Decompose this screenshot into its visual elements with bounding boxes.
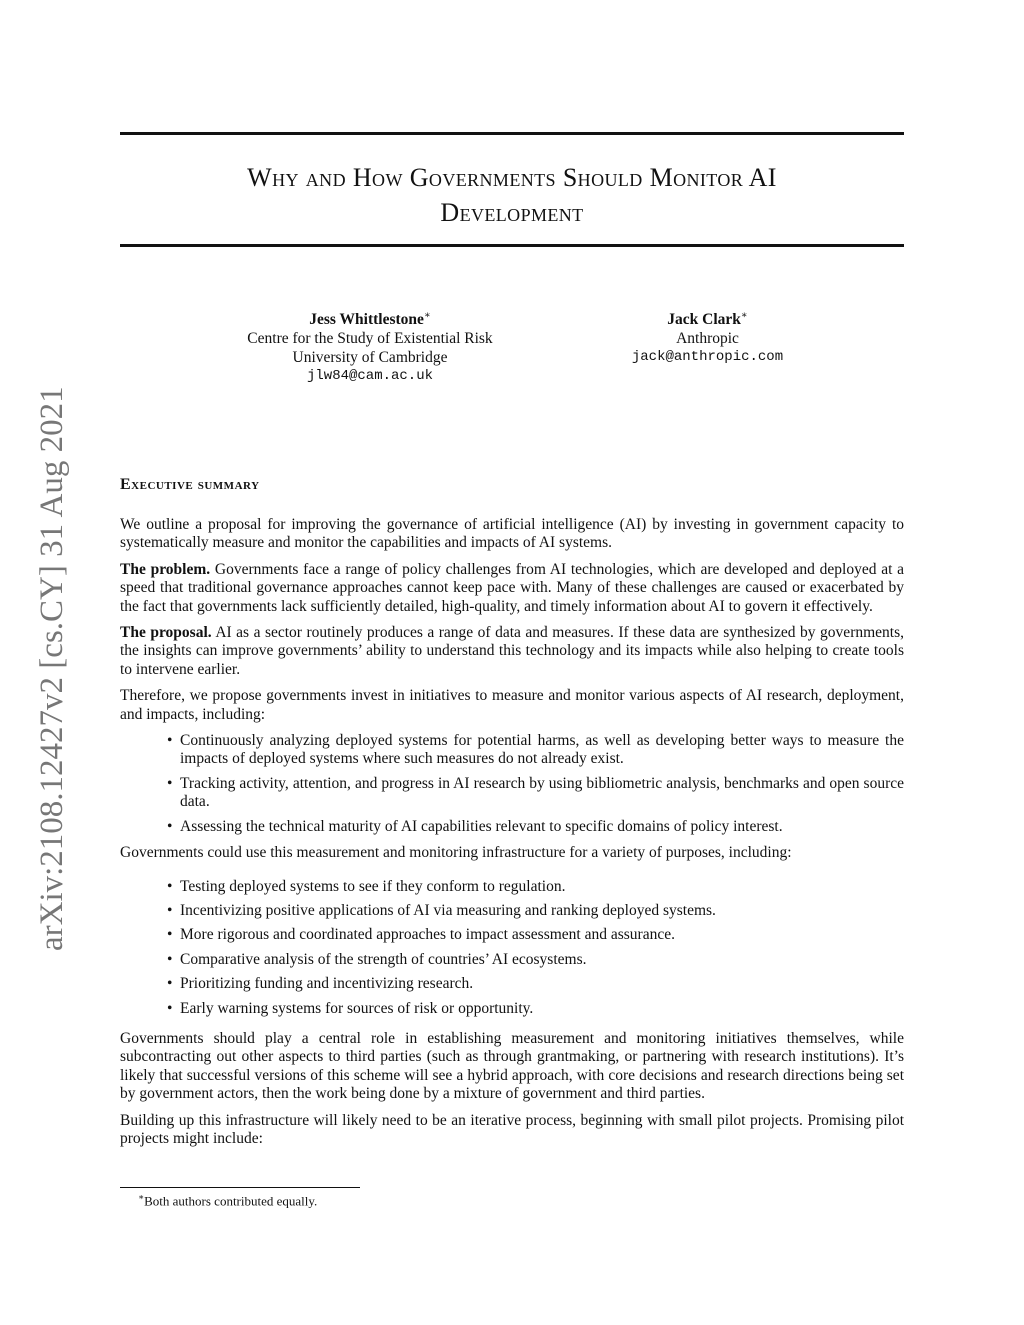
problem-label: The problem. [120,560,211,578]
footnote-text: Both authors contributed equally. [144,1193,318,1209]
section-heading: Executive summary [120,476,260,493]
measure-list [120,732,904,836]
author-email: jack@anthropic.com [631,349,784,366]
purposes-paragraph: Governments could use this measurement and monitoring infrastructure for a variety of purposes, including: [120,844,792,862]
purpose-list [120,878,904,1018]
proposal-label: The proposal. [120,624,212,642]
author-footnote-mark: ∗ [740,310,748,321]
author-name: Jess Whittlestone [309,311,424,329]
arxiv-stamp: arXiv:2108.12427v2 [cs.CY] 31 Aug 2021 [34,386,70,951]
problem-text: Governments face a range of policy challenges from AI technologies, which are developed and deployed at a speed that traditional governance approaches cannot keep pace with. Many of these challenges are caused or exacerbated by the fact that governments lack sufficiently detailed, high-quality, and timely information about AI to govern it effectively. [120,560,905,615]
author-footnote-mark: ∗ [423,310,431,321]
footnote [138,1192,317,1209]
proposal-paragraph [120,624,904,679]
footnote-mark: ∗ [138,1192,145,1202]
paper-title [120,160,904,230]
building-paragraph: Building up this infrastructure will likely need to be an iterative process, beginning with small pilot projects. Promising pilot projects might include: [120,1111,904,1147]
problem-paragraph [120,561,904,616]
title-top-rule [120,132,904,135]
list-item: • Tracking activity, attention, and progress in AI research by using bibliometric analysis, benchmarks and open source data. [180,775,904,812]
footnote-rule [120,1187,360,1188]
intro-paragraph: We outline a proposal for improving the governance of artificial intelligence (AI) by investing in government capacity to systematically measure and monitor the capabilities and impacts of AI systems. [120,516,904,552]
author-affiliation: University of Cambridge [292,349,448,367]
author-block-whittlestone [220,306,520,386]
author-affiliation: Centre for the Study of Existential Risk [247,330,493,348]
author-block-clark [580,306,835,367]
list-item: • Early warning systems for sources of risk or opportunity. [180,1000,904,1018]
author-name: Jack Clark [667,311,741,329]
list-item: • Assessing the technical maturity of AI capabilities relevant to specific domains of policy interest. [180,818,904,836]
author-affiliation: Anthropic [676,330,739,348]
therefore-paragraph: Therefore, we propose governments invest in initiatives to measure and monitor various aspects of AI research, deployment, and impacts, including: [120,687,904,723]
title-line-1: Why and How Governments Should Monitor AI [247,163,777,192]
title-bottom-rule [120,244,904,247]
list-item: • Testing deployed systems to see if they conform to regulation. [180,878,904,896]
proposal-text: AI as a sector routinely produces a range of data and measures. If these data are synthesized by governments, the insights can improve governments’ ability to understand this technology and its impacts while also helping to create tools to intervene earlier. [120,624,904,678]
list-item: • Comparative analysis of the strength of countries’ AI ecosystems. [180,951,904,969]
author-email: jlw84@cam.ac.uk [306,368,434,385]
title-line-2: Development [440,198,584,227]
list-item: • Continuously analyzing deployed systems for potential harms, as well as developing better ways to measure the impacts of deployed systems where such measures do not already exist. [180,732,904,769]
list-item: • More rigorous and coordinated approaches to impact assessment and assurance. [180,926,904,944]
central-role-paragraph: Governments should play a central role in establishing measurement and monitoring initiatives themselves, while subcontracting out other aspects to third parties (such as through grantmaking, or partnering with research institutions). It’s likely that successful versions of this scheme will see a hybrid approach, with core decisions and research directions being set by government actors, then the work being done by a mixture of government and third parties. [120,1029,904,1103]
body-text [120,516,904,1156]
list-item: • Prioritizing funding and incentivizing research. [180,975,904,993]
list-item: • Incentivizing positive applications of AI via measuring and ranking deployed systems. [180,902,904,920]
